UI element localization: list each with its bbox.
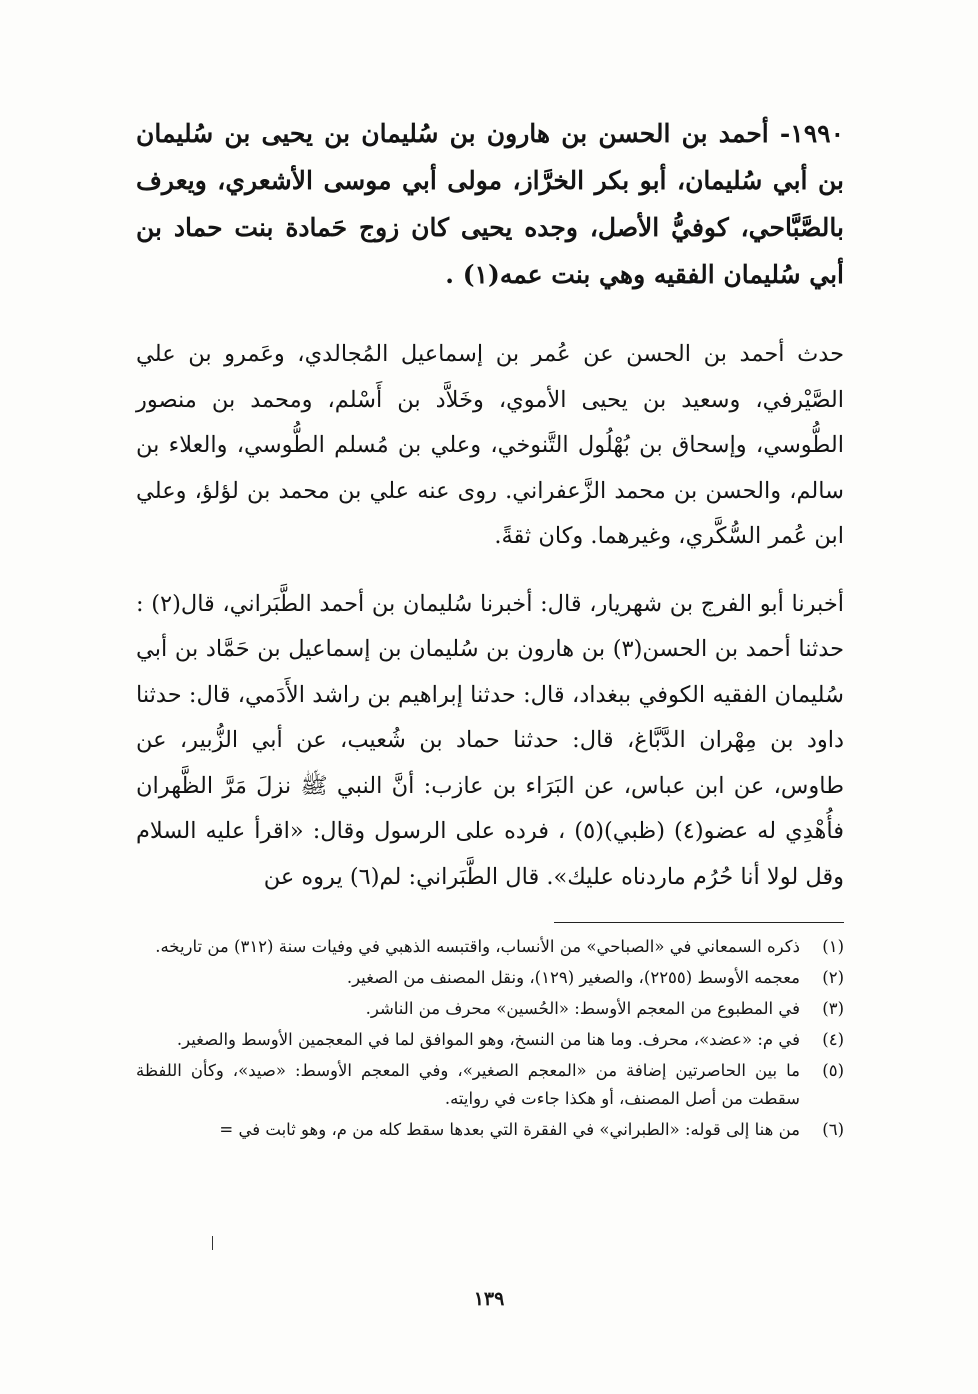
footnote-number: (٤) [822,1030,844,1049]
footnote-text: ذكره السمعاني في «الصباحي» من الأنساب، واقتبسه الذهبي في وفيات سنة (٣١٢) من تاريخه. [155,937,800,956]
footnote-number: (١) [822,937,844,956]
footnote-number: (٢) [822,968,844,987]
footnote-number: (٦) [822,1120,844,1139]
paragraph-narrators: حدث أحمد بن الحسن عن عُمر بن إسماعيل المُجالدي، وعَمرو بن علي الصَّيْرفي، وسعيد بن يحيى الأموي، وخَلاَّد بن أَسْلم، ومحمد بن منصور الطُّوسي، وإسحاق بن بُهْلُول التَّنوخي، وعلي بن مُسلم الطُّوسي، والعلاء بن سالم، والحسن بن محمد الزَّعفراني. روى عنه علي بن محمد بن لؤلؤ، وعلي ابن عُمر السُّكَّري، وغيرهما. وكان ثقةً. [136,341,844,549]
footnote [136,1057,844,1113]
footnote-text: معجمه الأوسط (٢٢٥٥)، والصغير (١٢٩)، ونقل المصنف من الصغير. [346,968,800,987]
footnote-number: (٣) [822,999,844,1018]
footnote [136,1026,844,1054]
page-number: ١٣٩ [473,1288,505,1310]
footnote [136,933,844,961]
footnote [136,964,844,992]
paragraph-hadith: أخبرنا أبو الفرج بن شهريار، قال: أخبرنا سُليمان بن أحمد الطَّبَراني، قال(٢) : حدثنا أحمد بن الحسن(٣) بن هارون بن سُليمان بن إسماعيل بن حَمَّاد بن أبي سُليمان الفقيه الكوفي ببغداد، قال: حدثنا إبراهيم بن راشد الأَدَمي، قال: حدثنا داود بن مِهْران الدَّبَّاغ، قال: حدثنا حماد بن شُعيب، عن أبي الزُّبير، عن طاوس، عن ابن عباس، عن البَرَاء بن عازب: أنَّ النبي ﷺ نزلَ مَرَّ الظَّهران فأُهْدِي له عضو(٤) (ظبي)(٥) ، فرده على الرسول وقال: «اقرأ عليه السلام وقل لولا أنا حُرُم ماردناه عليك». قال الطَّبَراني: لم(٦) يروه عن [136,590,845,890]
footnote-text: في م: «عضد»، محرف. وما هنا من النسخ، وهو الموافق لما في المعجمين الأوسط والصغير. [176,1030,800,1049]
footnote-text: من هنا إلى قوله: «الطبراني» في الفقرة التي بعدها سقط كله من م، وهو ثابت في = [219,1120,800,1139]
footnote [136,995,844,1023]
entry-heading: ١٩٩٠- أحمد بن الحسن بن هارون بن سُليمان بن يحيى بن سُليمان بن أبي سُليمان، أبو بكر الخرَّاز، مولى أبي موسى الأشعري، ويعرف بالصَّبَّاحي، كوفيُّ الأصل، وجده يحيى كان زوج حَمادة بنت حماد بن أبي سُليمان الفقيه وهي بنت عمه(١) . [136,119,844,289]
margin-mark [212,1236,213,1250]
footnotes [136,933,844,1144]
footnote-separator [554,922,844,923]
footnote-text: في المطبوع من المعجم الأوسط: «الحُسين» محرف من الناشر. [365,999,800,1018]
footnote-text: ما بين الحاصرتين إضافة من «المعجم الصغير»، وفي المعجم الأوسط: «صيد»، وكأن اللفظة سقطت من أصل المصنف، أو هكذا جاءت في روايته. [136,1061,800,1108]
footnote [136,1116,844,1144]
footnote-number: (٥) [822,1061,844,1080]
